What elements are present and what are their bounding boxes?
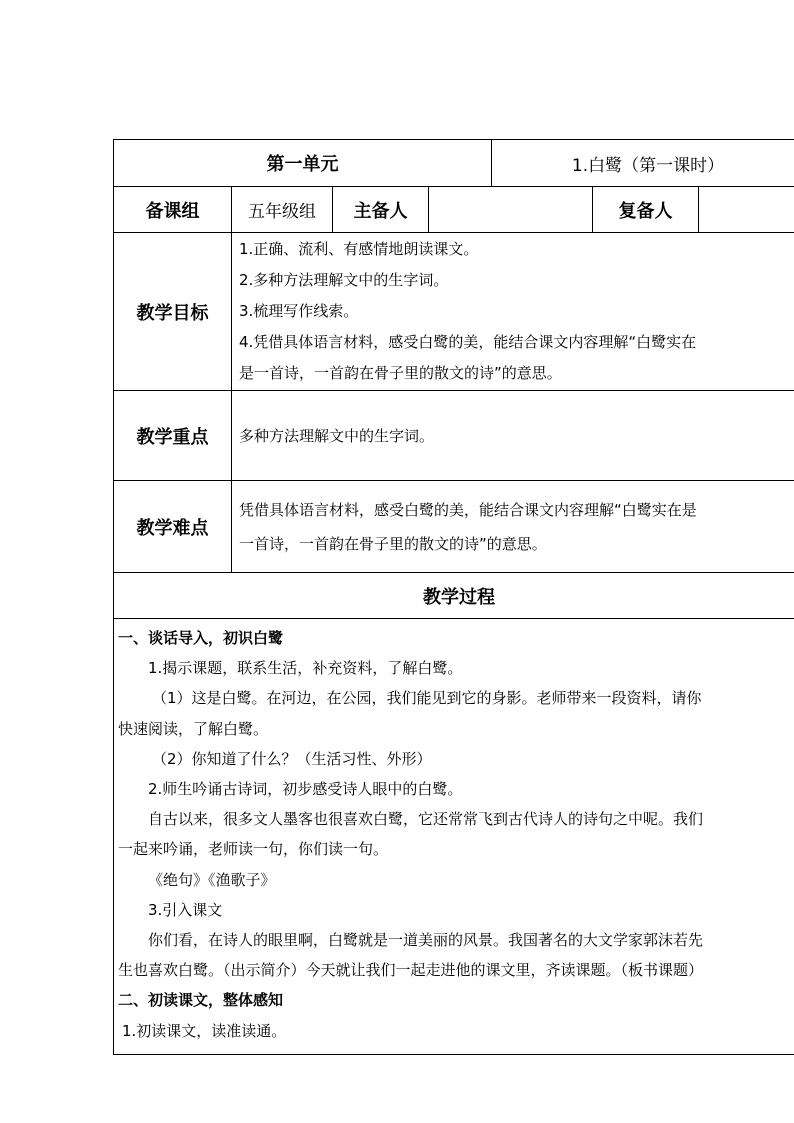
difficulties-label: 教学难点 [114,481,232,573]
objective-item: 4.凭借具体语言材料，感受白鹭的美，能结合课文内容理解“白鹭实在 [239,333,697,351]
objective-item: 1.正确、流利、有感情地朗读课文。 [239,240,479,258]
lesson-plan-table [113,139,794,1055]
group-value: 五年级组 [232,187,333,233]
process-line: 2.师生吟诵古诗词，初步感受诗人眼中的白鹭。 [148,780,463,799]
key-points-label: 教学重点 [114,391,232,481]
second-preparer-label: 复备人 [593,187,699,233]
process-line: 1.初读课文，读准读通。 [122,1021,287,1040]
process-line: 生也喜欢白鹭。（出示简介）今天就让我们一起走进他的课文里，齐读课题。（板书课题） [118,961,704,980]
group-label: 备课组 [114,187,232,233]
process-line: 《绝句》《渔歌子》 [148,870,276,889]
unit-title: 第一单元 [114,140,492,187]
second-preparer-value [699,187,794,233]
process-title-row [114,573,794,619]
objectives-content [232,233,794,391]
main-preparer-label: 主备人 [333,187,429,233]
info-row [114,187,794,233]
process-row [114,619,794,1055]
difficulties-line: 一首诗，一首韵在骨子里的散文的诗”的意思。 [239,534,547,553]
main-preparer-value [429,187,593,233]
process-heading: 一、谈话导入，初识白鹭 [118,629,284,647]
objective-item: 2.多种方法理解文中的生字词。 [239,271,449,289]
process-line: （1）这是白鹭。在河边，在公园，我们能见到它的身影。老师带来一段资料，请你 [152,689,702,708]
difficulties-row [114,481,794,573]
process-line: 一起来吟诵，老师读一句，你们读一句。 [118,840,389,859]
lesson-plan-page [113,139,744,1055]
process-heading: 二、初读课文，整体感知 [118,991,284,1010]
process-content [114,619,794,1055]
difficulties-line: 凭借具体语言材料，感受白鹭的美，能结合课文内容理解“白鹭实在是 [239,500,697,519]
key-points-content: 多种方法理解文中的生字词。 [232,391,794,481]
lesson-title: 1.白鹭（第一课时） [492,140,794,187]
objective-item: 3.梳理写作线索。 [239,302,359,320]
process-line: 你们看，在诗人的眼里啊，白鹭就是一道美丽的风景。我国著名的大文学家郭沫若先 [148,931,704,950]
objective-item: 是一首诗，一首韵在骨子里的散文的诗”的意思。 [239,364,562,382]
header-row [114,140,794,187]
objectives-label: 教学目标 [114,233,232,391]
process-line: 快速阅读，了解白鹭。 [118,719,269,738]
process-line: 1.揭示课题，联系生活，补充资料，了解白鹭。 [148,659,463,678]
difficulties-content [232,481,794,573]
process-title: 教学过程 [114,573,794,619]
process-line: 3.引入课文 [148,900,223,919]
key-points-row [114,391,794,481]
process-line: 自古以来，很多文人墨客也很喜欢白鹭，它还常常飞到古代诗人的诗句之中呢。我们 [148,810,704,829]
process-line: （2）你知道了什么？（生活习性、外形） [152,749,432,768]
objectives-row [114,233,794,391]
